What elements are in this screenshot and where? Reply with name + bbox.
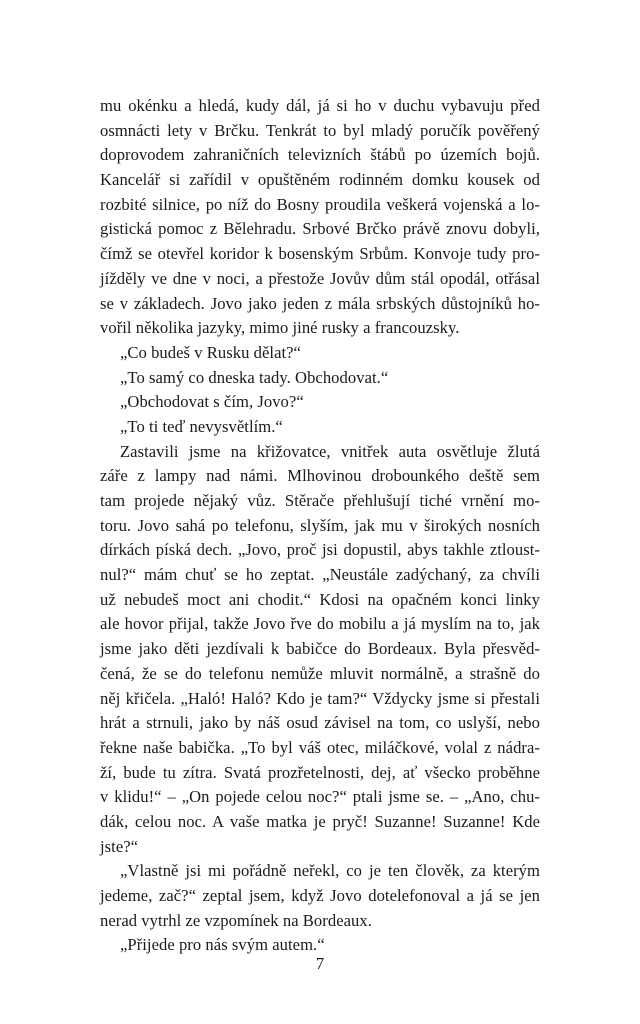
text-line: rozbité silnice, po níž do Bosny proudila veškerá vojenská a lo- (100, 194, 540, 214)
text-line: doprovodem zahraničních televizních štábů po územích bojů. (100, 145, 540, 165)
dialogue-line: „Obchodovat s čím, Jovo?“ (120, 392, 304, 412)
text-line: nul?“ mám chuť se ho zeptat. „Neustále zadýchaný, za chvíli (100, 565, 540, 585)
text-line: záře z lampy nad námi. Mlhovinou drobounkého deště sem (100, 466, 540, 486)
text-line: ží, bude tu zítra. Svatá prozřetelnosti, dej, ať všecko proběhne (100, 762, 540, 782)
text-line: dírkách píská dech. „Jovo, proč jsi dopustil, abys takhle ztloust- (100, 540, 540, 560)
text-line: jedeme, zač?“ zeptal jsem, když Jovo dotelefonoval a já se jen (100, 886, 540, 905)
text-line: v klidu!“ – „On pojede celou noc?“ ptali jsme se. – „Ano, chu- (100, 787, 540, 807)
text-line: ale hovor přijal, takže Jovo řve do mobilu a já myslím na to, jak (100, 614, 540, 634)
text-line: jsme jako děti jezdívali k babičce do Bordeaux. Byla přesvěd- (100, 639, 540, 659)
text-line: nerad vytrhl ze vzpomínek na Bordeaux. (100, 910, 372, 930)
text-line: Kancelář si zařídil v opuštěném rodinném domku kousek od (100, 170, 540, 190)
dialogue-line: „To ti teď nevysvětlím.“ (120, 416, 283, 436)
text-line: něj křičela. „Haló! Haló? Kdo je tam?“ Vždycky jsme si přestali (100, 688, 540, 708)
text-line: vořil několika jazyky, mimo jiné rusky a francouzsky. (100, 318, 460, 338)
text-line: hrát a strnuli, jako by náš osud závisel na tom, co uslyší, nebo (100, 713, 540, 733)
text-line: tam projede nějaký vůz. Stěrače přehlušují tiché vrnění mo- (100, 491, 540, 510)
text-line: osmnácti lety v Brčku. Tenkrát to byl mladý poručík pověřený (100, 120, 540, 140)
text-line: gistická pomoc z Bělehradu. Srbové Brčko právě znovu dobyli, (100, 219, 540, 239)
page-number: 7 (315, 954, 325, 973)
text-line: mu okénku a hledá, kudy dál, já si ho v duchu vybavuju před (100, 96, 540, 115)
text-line: řekne naše babička. „To byl váš otec, miláčkové, volal z nádra- (100, 737, 540, 757)
dialogue-line: „To samý co dneska tady. Obchodovat.“ (120, 367, 389, 387)
dialogue-line: „Přijede pro nás svým autem.“ (120, 935, 325, 955)
dialogue-line: „Co budeš v Rusku dělat?“ (120, 342, 301, 362)
text-line: Zastavili jsme na křižovatce, vnitřek auta osvětluje žlutá (120, 441, 540, 461)
book-page-body (100, 94, 540, 958)
text-line: dák, celou noc. A vaše matka je pryč! Suzanne! Suzanne! Kde (100, 811, 540, 831)
text-line: čímž se otevřel koridor k bosenským Srbům. Konvoje tudy pro- (100, 244, 540, 264)
dialogue-line: „Vlastně jsi mi pořádně neřekl, co je ten člověk, za kterým (120, 861, 540, 881)
text-line: toru. Jovo sahá po telefonu, slyším, jak mu v širokých nosních (100, 515, 540, 535)
text-line: už nebudeš moct ani chodit.“ Kdosi na opačném konci linky (100, 589, 540, 609)
text-line: jížděly ve dne v noci, a přestože Jovův dům stál opodál, otřásal (100, 268, 540, 288)
text-line: se v základech. Jovo jako jeden z mála srbských důstojníků ho- (100, 293, 540, 313)
text-line: čená, že se do telefonu nemůže mluvit normálně, a strašně do (100, 663, 540, 683)
text-line: jste?“ (100, 836, 139, 856)
